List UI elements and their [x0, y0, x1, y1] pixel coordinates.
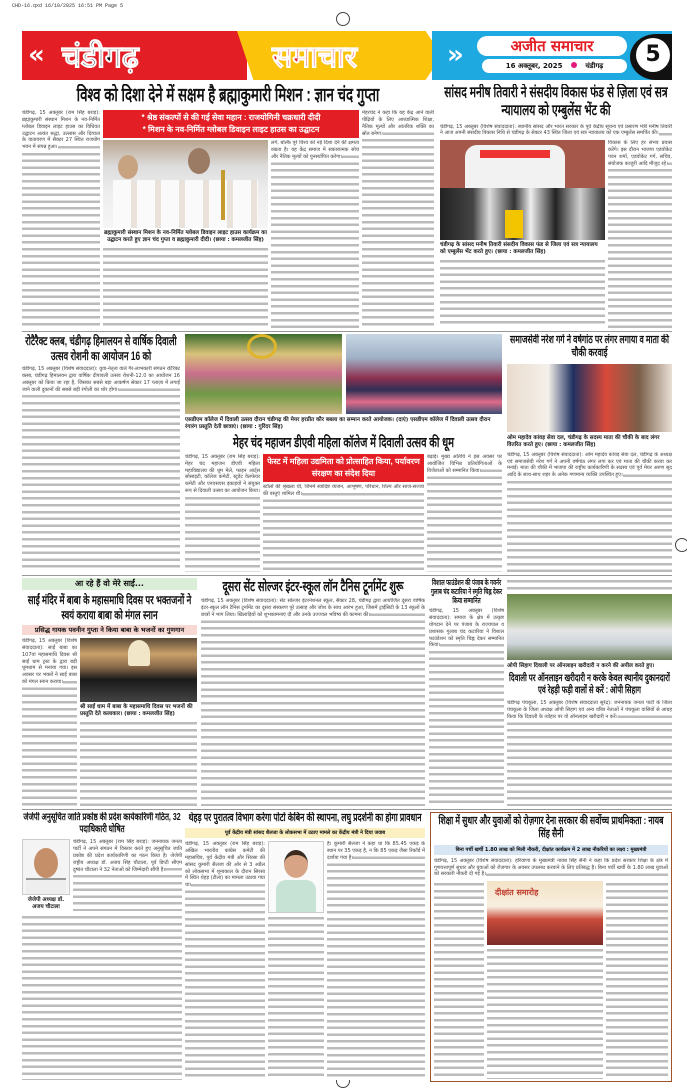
- headline-jjp: जेजेपी अनुसूचित जाति प्रकोष्ठ की प्रदेश कार्यकारिणी गठित, 32 पदाधिकारी घोषित: [23, 812, 181, 836]
- article-body: चंडीगढ़, 15 अक्तूबर (विशेष संवाददाता): समाज के क्षेत्र में उत्कृष्ट योगदान देने पर पंजाब के राज्यपाल व प्रशासक गुलाब चंद कटारिया ने विशाल फाउंडेशन को स्मृति चिह्न देकर सम्मानित किया।: [429, 608, 504, 806]
- photo-caption: एसडीएम कॉलेज में दिवाली उत्सव दौरान चंडीगढ़ की मेयर हरप्रीत कौर बबला का सम्मान करते आयोजक। (दाएं) एसडीएम कॉलेज में दिवाली उत्सव दौरान रंगारंग प्रस्तुति देती छात्राएं। (छाया : गुरिंदर सिंह): [185, 417, 491, 430]
- headline-online-shopping: दिवाली पर ऑनलाइन खरीदारी न करके केवल स्थानीय दुकानदारों एवं रेहड़ी फड़ी वालों से करें : ओपी सिहाग: [509, 673, 670, 697]
- city: चंडीगढ़: [585, 62, 604, 70]
- boxed-article: [430, 812, 672, 1082]
- article-body: बढ़ाई। मुख्य अतिथि ने इस अवसर पर आयोजित विभिन्न प्रतियोगिताओं के विजेताओं को सम्मानित किया।: [427, 454, 502, 572]
- section-title: चंडीगढ़: [62, 40, 139, 75]
- article-mcm-dav: [185, 334, 502, 572]
- article-jjp: [22, 812, 182, 1080]
- photo-kumari-selja: [268, 841, 324, 913]
- article-body: [80, 720, 197, 806]
- article-body: चंडीगढ़, 15 अक्तूबर (विशेष संवाददाता): स्थानीय सांसद और भारत सरकार के पूर्व केंद्रीय सूचना एवं प्रसारण मंत्री मनीष तिवारी ने आज अपनी संसदीय विकास निधि से चंडीगढ़ के सेक्टर 43 स्थित जिला एवं सत्र न्यायालय को एक एम्बुलेंस समर्पित की।: [440, 123, 672, 137]
- banner-text: दीक्षांत समारोह: [495, 888, 539, 898]
- article-ambulance: [440, 84, 672, 328]
- crop-mark-icon: [675, 538, 687, 552]
- kicker-band: आ रहे हैं वो मेरे साईं...: [22, 578, 197, 590]
- photo-caption: श्री साईं धाम में बाबा के महासमाधि दिवस पर भजनों की प्रस्तुति देते कलाकार। (छाया : कमलजीत सिंह): [80, 704, 193, 718]
- headline-nayab-saini: शिक्षा में सुधार और युवाओं को रोज़गार देना सरकार की सर्वोच्च प्राथमिकता : नायब सिंह सैनी: [438, 815, 664, 841]
- chevron-right-icon: »: [447, 40, 464, 70]
- subhead-2: * मिशन के नव-निर्मित ग्लोबल डिवाइन लाइट हाउस का उद्घाटन: [142, 125, 320, 135]
- headline-tennis: दूसरा सेंट सोल्जर इंटर-स्कूल लॉन टैनिस टूर्नामेंट शुरू: [222, 578, 404, 594]
- print-header: CHD-16.qxd 16/10/2025 16:51 PM Page 5: [12, 3, 124, 9]
- photo-convocation: [487, 881, 603, 945]
- headline-naresh-garg: समाजसेवी नरेश गर्ग ने वर्षगांठ पर लंगर लगाया व माता की चौकी करवाई: [510, 334, 669, 360]
- article-body: चंडीगढ़, 15 अक्तूबर (राम सिंह बराड़): अखिल भारतीय कांग्रेस कमेटी की महासचिव, पूर्व केंद्रीय मंत्री और सिरसा की सांसद कुमारी सैलजा की ओर से 3 अप्रैल को लोकसभा में शून्यकाल के दौरान सिरसा में स्थित थेहड़ (टीला) का मामला उठाया गया था।: [185, 841, 265, 1080]
- issue-date: 16 अक्तूबर, 2025: [505, 62, 563, 70]
- headline-rotaract: रोटैरैक्ट क्लब, चंडीगढ़ हिमालयन से वार्षिक दिवाली उत्सव रोशनी का आयोजन 16 को: [25, 334, 177, 363]
- subhead-1: * श्रेष्ठ संकल्पों से की गई सेवा महान : राजयोगिनी चक्रधारी दीदी: [141, 113, 321, 123]
- photo-op-sihag: [507, 594, 672, 660]
- subhead-band: बिना पर्ची खर्ची 1.80 लाख को मिली नौकरी, दीक्षांत कार्यक्रम में 2 लाख नौकरियों का लक्ष्य : मुख्यमंत्री: [434, 845, 668, 855]
- photo-lamp-lighting: [103, 140, 268, 228]
- headline-thehar: थेहड़ पर पुरातत्व विभाग करेगा पोर्टा केबिन की स्थापना, लघु प्रदर्शनी का होगा प्रावधान: [188, 812, 422, 824]
- chevron-left-icon: «: [28, 40, 45, 70]
- article-body: चंडीगढ़, 15 अक्तूबर (विशेष संवाददाता): युवा-नेतृत्व वाले गैर-लाभकारी संगठन रोटैरैक्ट क्लब, चंडीगढ़ हिमालयन द्वारा वार्षिक दीपावली उत्सव रोशनी-12.0 का आयोजन 16 अक्तूबर को किया जा रहा है, जिसका सबसे बड़ा आकर्षण सेक्टर 17 प्लाज़ा में लगाई जाने वाली दुकानों की सबसे बड़ी रंगोली का शोर होगा।: [22, 366, 180, 572]
- article-brahmakumari: [22, 84, 434, 328]
- photo-caption: ओपी सिहाग दिवाली पर ऑनलाइन खरीदारी न करने की अपील करते हुए।: [507, 663, 655, 669]
- headline-vishal-foundation: विशाल फाउंडेशन की पंजाब के गवर्नर गुलाब चंद कटारिया ने स्मृति चिह्न देकर किया सम्मानित: [430, 578, 503, 606]
- article-body: विकास के लिए हर संभव प्रयास करेंगे। इस दौरान भाजपा एडवोकेट पवन शर्मा, एडवोकेट गर्ग, सचिव, संयोजक काजुरी आदि मौजूद रहे।: [608, 140, 672, 328]
- photo-caption: जेजेपी अध्यक्ष डॉ. अजय चौटाला: [27, 897, 65, 911]
- subhead-box: [103, 110, 359, 138]
- article-body: है। कुमारी सैलजा ने कहा था कि 85.45 एकड़ के स्थान पर 35 एकड़ है, न कि 85 एकड़ जैसा रिकॉर्ड में दर्शाया गया है।: [327, 841, 425, 1080]
- article-body: [440, 258, 605, 328]
- article-body: [487, 947, 603, 1079]
- photo-caption: ब्रह्माकुमारी संस्थान मिशन के नव-निर्मित ग्लोबल डिवाइन लाइट हाउस कार्यक्रम का उद्घाटन करते हुए ज्ञान चंद गुप्ता व ब्रह्माकुमारी दीदी। (छाया : कमलजीत सिंह): [104, 230, 267, 244]
- photo-dance-performance: [346, 334, 503, 414]
- crop-mark-icon: [336, 12, 350, 26]
- article-body: चंडीगढ़ पंचकूला, 15 अक्तूबर (विशेष संवाददाता सुरेंद्र): जननायक जनता पार्टी के जिला पंचकूला के जिला अध्यक्ष ओपी सिहाग एवं अन्य वरिष्ठ नेताओं ने पंचकूला वासियों से आग्रह किया कि दिवाली के त्योहार पर वो ऑनलाइन खरीदारी न करें।: [507, 700, 672, 806]
- article-body: [103, 246, 268, 328]
- article-body: चंडीगढ़, 15 अक्तूबर (विशेष संवाददाता): हरियाणा के मुख्यमंत्री नायब सिंह सैनी ने कहा कि प्रदेश सरकार शिक्षा के क्षेत्र में गुणवत्तापूर्ण सुधार और युवाओं को रोज़गार के अवसर उपलब्ध करवाने के लिए प्रतिबद्ध है। बिना पर्ची खर्ची के 1.80 लाख युवाओं को सरकारी नौकरी दी गई है।: [434, 857, 668, 878]
- article-body: चंडीगढ़, 15 अक्तूबर (राम सिंह बराड़): जननायक जनता पार्टी ने अपने संगठन में विस्तार करते हुए अनुसूचित जाति प्रकोष्ठ की प्रदेश कार्यकारिणी का गठन किया है। जेजेपी राष्ट्रीय अध्यक्ष डॉ. अजय सिंह चौटाला, पूर्व डिप्टी सीएम दुष्यंत चौटाला ने 32 नेताओं को जिम्मेदारी सौंपी है।: [73, 839, 182, 911]
- article-body: लगे, बल्कि पूरे विश्व को नई दिशा देने की क्षमता रखता है। यह केंद्र समाज में सकारात्मक सोच और नैतिक मूल्यों को पुनर्स्थापित करेगा।: [271, 140, 359, 328]
- headline-mcm-dav: मेहर चंद महाजन डीएवी महिला कॉलेज में दिवाली उत्सव की धूम: [233, 434, 454, 450]
- headline-ambulance: सांसद मनीष तिवारी ने संसदीय विकास फंड से ज़िला एवं सत्र न्यायालय को एम्बुलेंस भेंट की: [444, 84, 668, 120]
- article-body: [268, 915, 324, 1080]
- article-body: चंडीगढ़, 15 अक्तूबर (विशेष संवाददाता): साईं बाबा का 107वां महासमाधि दिवस श्री साईं धाम ट्रस्ट के द्वारा बड़ी धूमधाम से मनाया गया। इस अवसर पर भक्तों ने साईं बाबा को मंगल स्नान कराया।: [22, 638, 77, 806]
- article-body: चंडीगढ़, 15 अक्तूबर (राम सिंह बराड़): मेहर चंद महाजन डीएवी महिला महाविद्यालय की धूम मेले, फाइन आर्ट्स सोसाइटी, कॉलेज कमेटी, स्टूडेंट वेलफेयर कमेटी और एनएसएस इकाइयों ने संयुक्त रूप से दिवाली उत्सव का आयोजन किया।: [185, 454, 260, 572]
- masthead: [22, 31, 672, 80]
- article-body: [22, 914, 182, 1080]
- article-tennis: [201, 578, 425, 806]
- article-naresh-garg: [507, 334, 672, 572]
- dot-icon: [571, 62, 577, 68]
- article-body: [507, 578, 672, 591]
- article-rotaract: [22, 334, 180, 572]
- photo-caption: चंडीगढ़ के सांसद मनीष तिवारी संसदीय विकास फंड से जिला एवं सत्र न्यायालय को एम्बुलेंस भेंट करते हुए। (छाया : कमलजीत सिंह): [440, 242, 598, 256]
- article-vishal-foundation: [429, 578, 504, 806]
- article-thehar: [185, 812, 425, 1080]
- section-title-2: समाचार: [272, 40, 358, 75]
- article-body: चंडीगढ़, 15 अक्तूबर (विशेष संवाददाता): सेंट सोल्जर इंटरनेशनल स्कूल, सैक्टर 28, चंडीगढ़ द्वारा आयोजित दूसरा वार्षिक इंटर-स्कूल लॉन टैनिस टूर्नामेंट का दूसरा संस्करण पूरे उत्साह और जोश के साथ आरंभ हुआ, जिसमें ट्राईसिटी के 13 स्कूलों के छात्रों ने भाग लिया। खिलाड़ियों को शुभकामनाएं दीं और उनके उज्ज्वल भविष्य की कामना की।: [201, 598, 425, 806]
- article-body: चंडीगढ़, 15 अक्तूबर (राम सिंह बराड़): ब्रह्माकुमारी संस्थान मिशन के नव-निर्मित ग्लोबल डिवाइन लाइट हाउस का विधिवत उद्घाटन अत्यंत श्रद्धा, उल्लास और दिव्यता के वातावरण में सैक्टर 27 स्थित राजयोग भवन में संपन्न हुआ।: [22, 110, 100, 328]
- photo-bhajan: [80, 638, 197, 702]
- article-sai-mandir: [22, 578, 197, 806]
- headline-sai-mandir: साईं मंदिर में बाबा के महासमाधि दिवस पर भक्तजनों ने स्वयं कराया बाबा को मंगल स्नान: [27, 593, 192, 622]
- photo-langar: [507, 364, 672, 432]
- article-body: [606, 881, 668, 1079]
- article-body: [434, 881, 484, 1079]
- page-number: 5: [636, 38, 670, 72]
- headline-brahmakumari: विश्व को दिशा देने में सक्षम है ब्रह्माकुमारी मिशन : ज्ञान चंद गुप्ता: [76, 85, 380, 106]
- subhead-band: प्रसिद्ध गायक पवनीन गुप्ता ने किया बाबा के भजनों का गुणगान: [22, 625, 197, 635]
- subhead-band: पूर्व केंद्रीय मंत्री सांसद शैलजा के लोकसभा में उठाए मामले का केंद्रीय मंत्री ने दिया जवाब: [185, 828, 425, 838]
- photo-diwali-group: [185, 334, 342, 414]
- article-body: स्टॉलों की श्रृंखला थी, जिनमें स्वादिष्ट व्यंजन, आभूषण, परिधान, शिल्प और साज-सज्जा की वस्तुएं शामिल थीं।: [263, 484, 424, 572]
- photo-caption: ओम महादेव कांवड़ सेवा दल, चंडीगढ़ के सदस्य माता की चौकी के बाद लंगर वितरित करते हुए। (छाया : कमलजीत सिंह): [507, 434, 660, 448]
- article-online-shopping: [507, 578, 672, 806]
- subhead-box: फेस्ट में महिला उद्यमिता को प्रोत्साहित किया, पर्यावरण संरक्षण का संदेश दिया: [263, 454, 424, 482]
- article-body: मेहरचंद ने कहा कि यह केंद्र आने वाली पीढ़ियों के लिए आध्यात्मिक शिक्षा, नैतिक मूल्यों और आंतरिक शक्ति का स्रोत बनेगा।: [362, 110, 434, 328]
- paper-name: अजीत समाचार: [510, 37, 594, 55]
- article-body: चंडीगढ़, 15 अक्तूबर (विशेष संवाददाता): ओम महादेव कांवड़ सेवा दल, चंडीगढ़ के अध्यक्ष एवं समाजसेवी नरेश गर्ग ने अपनी वर्षगांठ लंगर लगा कर एवं माता की चौकी करवा कर मनाई। माता की चौकी में भाजपा की राष्ट्रीय कार्यकारिणी के सदस्य एवं पूर्व मेयर अरुण सूद आदि के साथ-साथ शहर के अनेक गणमान्य व्यक्ति उपस्थित हुए।: [507, 452, 672, 572]
- photo-ambulance: [440, 140, 605, 240]
- photo-ajay-chautala: [22, 839, 70, 895]
